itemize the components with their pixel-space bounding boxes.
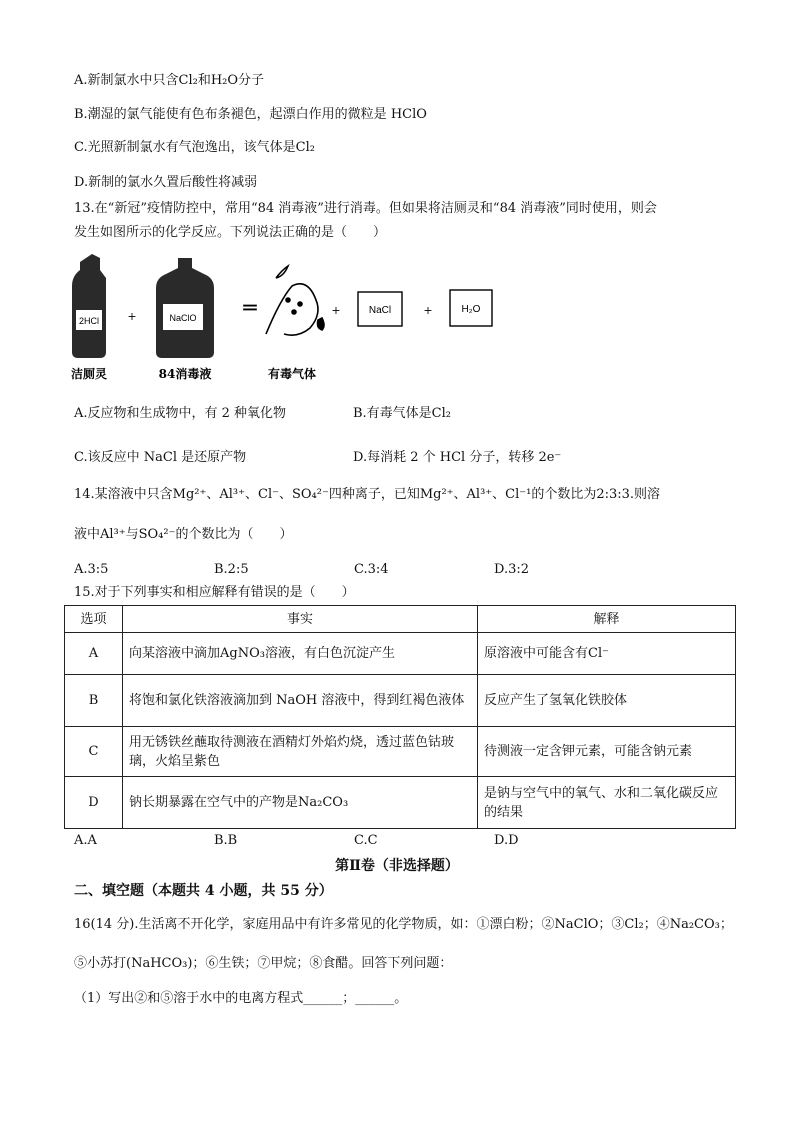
table-row: [65, 675, 736, 727]
q13-option-b: B.有毒气体是Cl₂: [353, 406, 452, 421]
q15-options-row: [74, 833, 734, 851]
q15-option-a: A.A: [74, 833, 97, 848]
plus-sign-1: +: [127, 310, 137, 323]
q13-option-a: A.反应物和生成物中，有 2 种氧化物: [74, 406, 287, 421]
q12-option-c: C.光照新制氯水有气泡逸出，该气体是Cl₂: [74, 140, 315, 155]
row-fact: 将饱和氯化铁溶液滴加到 NaOH 溶液中，得到红褐色液体: [123, 675, 478, 727]
row-fact: 向某溶液中滴加AgNO₃溶液，有白色沉淀产生: [123, 633, 478, 675]
nacl-box-label: NaCl: [368, 305, 392, 316]
row-explanation: 待测液一定含钾元素，可能含钠元素: [478, 727, 736, 777]
bottle1-formula: 2HCl: [78, 316, 100, 326]
q14-option-d: D.3:2: [494, 562, 530, 577]
q13-stem-line1: 13.在“新冠”疫情防控中，常用“84 消毒液”进行消毒。但如果将洁厕灵和“84 消毒液”同时使用，则会: [74, 201, 657, 216]
row-fact: 用无锈铁丝蘸取待测液在酒精灯外焰灼烧，透过蓝色钴玻璃，火焰呈紫色: [123, 727, 478, 777]
q12-option-a: A.新制氯水中只含Cl₂和H₂O分子: [74, 73, 265, 88]
q16-stem-line2: ⑤小苏打(NaHCO₃)；⑥生铁；⑦甲烷；⑧食醋。回答下列问题：: [74, 956, 453, 971]
q14-stem-line1: 14.某溶液中只含Mg²⁺、Al³⁺、Cl⁻、SO₄²⁻四种离子，已知Mg²⁺、Al³⁺、Cl⁻¹的个数比为2:3:3.则溶: [74, 487, 661, 502]
header-explanation: 解释: [478, 606, 736, 633]
bottle-bleach-icon: [156, 258, 214, 358]
q15-stem: 15.对于下列事实和相应解释有错误的是（ ）: [74, 585, 355, 600]
q13-option-d: D.每消耗 2 个 HCl 分子，转移 2e⁻: [353, 450, 562, 465]
q14-stem-line2: 液中Al³⁺与SO₄²⁻的个数比为（ ）: [74, 527, 293, 542]
row-explanation: 原溶液中可能含有Cl⁻: [478, 633, 736, 675]
q13-options-row1: [74, 402, 734, 420]
q15-option-c: C.C: [354, 833, 378, 848]
cleaner-label: 洁厕灵: [70, 367, 108, 381]
row-option: A: [65, 633, 123, 675]
q16-subquestion-1: （1）写出②和⑤溶于水中的电离方程式______；______。: [74, 991, 408, 1006]
q16-stem-line1: 16(14 分).生活离不开化学，家庭用品中有许多常见的化学物质，如：①漂白粉；②NaClO；③Cl₂；④Na₂CO₃；: [74, 917, 733, 932]
bleach-label: 84消毒液: [158, 367, 212, 381]
q15-option-b: B.B: [214, 833, 238, 848]
table-row: [65, 777, 736, 829]
q15-option-d: D.D: [494, 833, 519, 848]
bottle2-formula: NaClO: [169, 313, 197, 323]
header-option: 选项: [65, 606, 123, 633]
q14-option-a: A.3:5: [74, 562, 109, 577]
row-explanation: 是钠与空气中的氧气、水和二氧化碳反应的结果: [478, 777, 736, 829]
water-box-label: H₂O: [461, 304, 481, 315]
plus-sign-2: +: [331, 304, 341, 317]
reaction-illustration: [66, 248, 506, 388]
q14-option-b: B.2:5: [214, 562, 249, 577]
q14-options-row: [74, 562, 734, 580]
table-row: [65, 633, 736, 675]
q12-option-b: B.潮湿的氯气能使有色布条褪色，起漂白作用的微粒是 HClO: [74, 107, 427, 122]
header-fact: 事实: [123, 606, 478, 633]
table-row: [65, 727, 736, 777]
q13-stem-line2: 发生如图所示的化学反应。下列说法正确的是（ ）: [74, 225, 387, 240]
gas-label: 有毒气体: [267, 367, 317, 381]
row-explanation: 反应产生了氢氧化铁胶体: [478, 675, 736, 727]
q13-option-c: C.该反应中 NaCl 是还原产物: [74, 450, 247, 465]
table-header-row: [65, 606, 736, 633]
row-option: B: [65, 675, 123, 727]
q14-option-c: C.3:4: [354, 562, 389, 577]
facts-table: [64, 605, 736, 829]
q12-option-d: D.新制的氯水久置后酸性将减弱: [74, 175, 258, 190]
equals-sign: ═: [243, 296, 257, 321]
row-option: D: [65, 777, 123, 829]
part2-title: 第Ⅱ卷（非选择题）: [335, 858, 459, 874]
toxic-gas-icon: [266, 266, 324, 335]
q13-options-row2: [74, 446, 734, 464]
bottle-cleaner-icon: [72, 254, 106, 358]
section-heading: 二、填空题（本题共 4 小题，共 55 分）: [74, 883, 333, 899]
reaction-figure: [66, 248, 506, 388]
row-fact: 钠长期暴露在空气中的产物是Na₂CO₃: [123, 777, 478, 829]
plus-sign-3: +: [423, 304, 433, 317]
row-option: C: [65, 727, 123, 777]
